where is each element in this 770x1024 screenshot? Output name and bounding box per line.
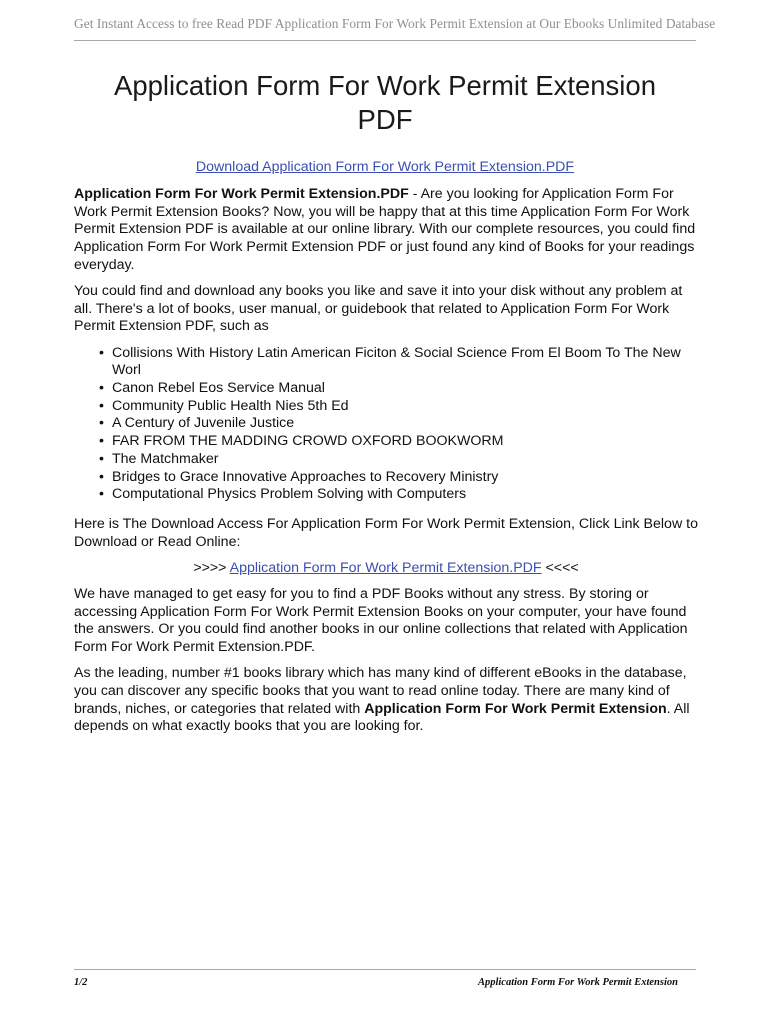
footer-divider bbox=[74, 969, 696, 970]
list-item bbox=[99, 380, 698, 398]
bullet-icon: • bbox=[99, 450, 104, 467]
document-title-line-1: Application Form For Work Permit Extension bbox=[113, 70, 657, 101]
intro-text: - Are you looking for Application Form For Work Permit Extension Books? Now, you will be happy that at this time Application Form For Work Permit Extension PDF is available at our online library. With our complete resources, you could find Application Form For Work Permit Extension PDF or just found any kind of Books for your readings everyday. bbox=[74, 186, 696, 273]
bullet-icon: • bbox=[99, 486, 104, 503]
list-item-text: Bridges to Grace Innovative Approaches to Recovery Ministry bbox=[112, 468, 499, 485]
list-item bbox=[99, 468, 698, 487]
bullet-icon: • bbox=[99, 468, 104, 485]
header-divider bbox=[74, 40, 696, 41]
list-item-text: FAR FROM THE MADDING CROWD OXFORD BOOKWORM bbox=[112, 433, 504, 450]
download-link-row bbox=[74, 158, 696, 176]
list-item bbox=[99, 397, 698, 416]
intro-bold-title: Application Form For Work Permit Extension.PDF bbox=[74, 186, 409, 202]
download-access-paragraph: Here is The Download Access For Application Form For Work Permit Extension, Click Link Below to Download or Read Online: bbox=[74, 515, 698, 550]
list-item bbox=[99, 415, 698, 433]
list-item bbox=[99, 450, 698, 469]
bullet-icon: • bbox=[99, 397, 104, 414]
library-text-before: As the leading, number #1 books library which has many kind of different eBooks in the database, you can discover any specific books that you want to read online today. There are many kind of brands, niches, or categories that related with bbox=[74, 665, 687, 717]
library-bold-title: Application Form For Work Permit Extension bbox=[364, 700, 667, 717]
list-item-text: Community Public Health Nies 5th Ed bbox=[112, 397, 349, 414]
bullet-icon: • bbox=[99, 380, 104, 397]
page-header-text: Get Instant Access to free Read PDF Application Form For Work Permit Extension at Our Ebooks Unlimited Database bbox=[74, 16, 716, 31]
list-item bbox=[99, 486, 698, 504]
library-paragraph bbox=[74, 665, 698, 736]
bullet-icon: • bbox=[99, 344, 104, 361]
list-item-text: A Century of Juvenile Justice bbox=[112, 415, 295, 432]
footer-title: Application Form For Work Permit Extension bbox=[477, 977, 678, 988]
download-link[interactable]: Download Application Form For Work Permit Extension.PDF bbox=[195, 159, 575, 175]
related-books-paragraph: You could find and download any books you like and save it into your disk without any problem at all. There's a lot of books, user manual, or guidebook that related to Application Form For Work Permit Extension PDF, such as bbox=[74, 283, 683, 335]
document-body bbox=[74, 186, 698, 745]
access-prefix: >>>> bbox=[193, 559, 230, 576]
page-number: 1/2 bbox=[74, 977, 88, 988]
document-title bbox=[74, 69, 696, 137]
list-item-text: The Matchmaker bbox=[112, 450, 219, 467]
list-item bbox=[99, 344, 698, 380]
access-link-line bbox=[74, 560, 698, 578]
list-item-text: Canon Rebel Eos Service Manual bbox=[112, 380, 325, 397]
library-text-after: . All depends on what exactly books that you are looking for. bbox=[74, 700, 690, 735]
list-item-text: Collisions With History Latin American Ficiton & Social Science From El Boom To The New Worl bbox=[112, 344, 681, 379]
access-link[interactable]: Application Form For Work Permit Extension.PDF bbox=[229, 559, 542, 576]
book-list bbox=[74, 345, 698, 504]
easy-access-paragraph: We have managed to get easy for you to find a PDF Books without any stress. By storing or accessing Application Form For Work Permit Extension Books on your computer, your have found the answers. Or you could find another books in our online collections that related with Application Form For Work Permit Extension.PDF. bbox=[74, 586, 688, 656]
access-suffix: <<<< bbox=[541, 559, 579, 576]
list-item-text: Computational Physics Problem Solving with Computers bbox=[112, 486, 467, 503]
intro-paragraph bbox=[74, 186, 698, 275]
list-item bbox=[99, 433, 698, 451]
document-title-line-2: PDF bbox=[357, 104, 413, 135]
bullet-icon: • bbox=[99, 433, 104, 450]
bullet-icon: • bbox=[99, 415, 104, 432]
